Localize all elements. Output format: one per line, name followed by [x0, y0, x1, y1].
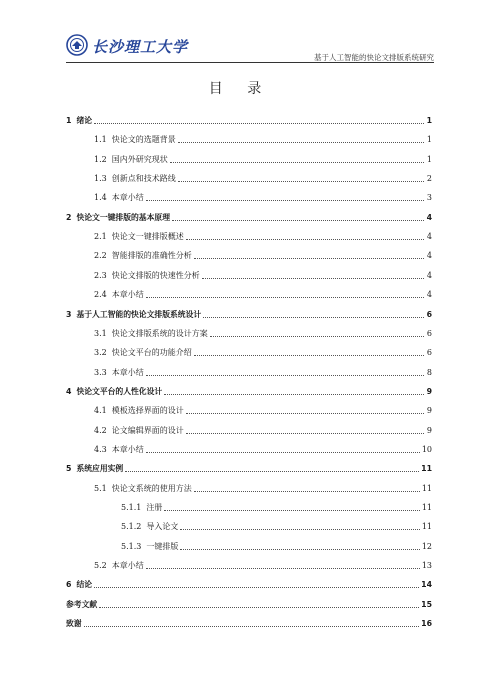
toc-entry[interactable]	[94, 443, 432, 455]
toc-entry[interactable]	[94, 559, 432, 571]
toc-page-number: 8	[426, 367, 432, 377]
toc-entry-title: 国内外研究现状	[111, 154, 168, 164]
toc-entry[interactable]	[94, 191, 432, 203]
toc-leader-dots	[180, 529, 419, 530]
toc-entry-title: 本章小结	[111, 367, 144, 377]
toc-leader-dots	[125, 471, 419, 472]
toc-entry-number: 2.3	[94, 270, 107, 280]
header-divider	[66, 62, 434, 63]
toc-entry-title: 本章小结	[111, 290, 144, 300]
toc-entry-number: 4.2	[94, 425, 107, 435]
toc-entry-title: 快论文平台的功能介绍	[111, 348, 192, 358]
toc-entry[interactable]	[94, 366, 432, 378]
toc-entry-number: 4.1	[94, 406, 107, 416]
toc-entry-number: 3.3	[94, 367, 107, 377]
toc-leader-dots	[84, 626, 420, 627]
toc-leader-dots	[203, 317, 424, 318]
toc-leader-dots	[146, 452, 420, 453]
toc-entry-title: 快论文一键排版的基本原理	[76, 212, 170, 222]
toc-entry[interactable]	[94, 230, 432, 242]
toc-leader-dots	[172, 220, 424, 221]
toc-page-number: 15	[421, 599, 432, 609]
toc-entry-number: 1.4	[94, 193, 107, 203]
toc-leader-dots	[99, 607, 419, 608]
toc-page-number: 4	[426, 290, 432, 300]
toc-entry[interactable]	[121, 501, 432, 513]
toc-leader-dots	[194, 491, 420, 492]
toc-entry-number: 5.1.2	[121, 522, 142, 532]
header-title: 基于人工智能的快论文排版系统研究	[314, 53, 434, 62]
toc-entry-number: 2.1	[94, 232, 107, 242]
toc-entry[interactable]	[94, 269, 432, 281]
toc-leader-dots	[146, 200, 424, 201]
toc-title: 目 录	[208, 81, 272, 97]
toc-leader-dots	[186, 433, 424, 434]
toc-entry[interactable]	[94, 482, 432, 494]
toc-entry-number: 4.3	[94, 444, 107, 454]
toc-page-number: 14	[421, 580, 432, 590]
toc-page-number: 11	[421, 464, 432, 474]
toc-entry[interactable]	[94, 424, 432, 436]
toc-entry-number: 3.1	[94, 328, 107, 338]
toc-entry[interactable]	[66, 598, 432, 610]
toc-entry-title: 注册	[146, 503, 163, 512]
toc-page-number: 6	[426, 328, 432, 338]
toc-entry-title: 快论文排版系统的设计方案	[111, 328, 208, 338]
toc-entry-number: 3.2	[94, 348, 107, 358]
toc-entry[interactable]	[94, 249, 432, 261]
toc-entry[interactable]	[94, 346, 432, 358]
toc-leader-dots	[186, 239, 424, 240]
toc-entry-number: 5	[66, 464, 72, 474]
toc-entry-number: 5.1	[94, 483, 107, 493]
toc-entry-title: 快论文平台的人性化设计	[76, 386, 163, 396]
toc-entry-title: 系统应用实例	[76, 464, 124, 474]
toc-entry-title: 致谢	[66, 619, 82, 629]
toc-entry[interactable]	[121, 520, 432, 532]
toc-entry[interactable]	[66, 211, 432, 223]
toc-entry-title: 本章小结	[111, 561, 144, 571]
toc-leader-dots	[170, 162, 424, 163]
toc-leader-dots	[178, 181, 424, 182]
toc-entry-title: 导入论文	[146, 522, 179, 532]
toc-page-number: 4	[426, 251, 432, 261]
toc-entry-number: 2.2	[94, 251, 107, 261]
toc-entry-number: 1.2	[94, 154, 107, 164]
toc-leader-dots	[94, 587, 419, 588]
toc-leader-dots	[202, 278, 424, 279]
toc-page-number: 12	[421, 541, 432, 551]
toc-entry[interactable]	[121, 540, 432, 552]
toc-entry-number: 5.2	[94, 561, 107, 571]
toc-page-number: 9	[426, 386, 432, 396]
university-name: 长沙理工大学	[92, 38, 189, 56]
university-seal-icon	[66, 34, 88, 56]
toc-leader-dots	[164, 510, 419, 511]
toc-entry[interactable]	[66, 578, 432, 590]
toc-page-number: 4	[426, 212, 432, 222]
toc-leader-dots	[180, 549, 419, 550]
toc-leader-dots	[146, 375, 424, 376]
toc-entry-title: 模板选择界面的设计	[111, 406, 184, 416]
toc-entry-number: 2.4	[94, 290, 107, 300]
toc-entry[interactable]	[66, 617, 432, 629]
toc-entry-title: 结论	[76, 580, 93, 590]
toc-entry-title: 一键排版	[146, 541, 179, 551]
toc-page-number: 1	[426, 154, 432, 164]
page-header	[66, 32, 434, 64]
toc-leader-dots	[194, 258, 424, 259]
toc-entry[interactable]	[66, 462, 432, 474]
toc-entry-title: 本章小结	[111, 193, 144, 203]
toc-leader-dots	[210, 336, 424, 337]
toc-page-number: 6	[426, 348, 432, 358]
toc-leader-dots	[178, 142, 424, 143]
toc-leader-dots	[94, 123, 424, 124]
toc-entry-title: 本章小结	[111, 444, 144, 454]
toc-entry-number: 5.1.3	[121, 541, 142, 551]
toc-page-number: 1	[426, 116, 432, 125]
toc-page-number: 9	[426, 406, 432, 416]
toc-entry[interactable]	[94, 288, 432, 300]
toc-entry-title: 快论文的选题背景	[111, 135, 176, 145]
toc-page-number: 6	[426, 309, 432, 319]
toc-page-number: 11	[421, 522, 432, 532]
toc-entry-title: 创新点和技术路线	[111, 174, 176, 184]
toc-entry[interactable]	[66, 114, 432, 126]
toc-entry-title: 快论文系统的使用方法	[111, 483, 192, 493]
toc-entry[interactable]	[66, 308, 432, 320]
toc-page-number: 13	[421, 561, 432, 571]
toc-page-number: 11	[421, 503, 432, 512]
toc-entry-number: 2	[66, 212, 72, 222]
toc-entry-number: 6	[66, 580, 72, 590]
toc-entry[interactable]	[94, 172, 432, 184]
toc-entry-title: 论文编辑界面的设计	[111, 425, 184, 435]
toc-entry-title: 智能排版的准确性分析	[111, 251, 192, 261]
toc-entry-number: 1.1	[94, 135, 107, 145]
toc-entry-title: 快论文排版的快速性分析	[111, 270, 200, 280]
toc-entry[interactable]	[66, 385, 432, 397]
toc-entry[interactable]	[94, 133, 432, 145]
toc-entry-number: 1.3	[94, 174, 107, 184]
toc-entry-title: 绪论	[76, 116, 93, 125]
toc-leader-dots	[146, 297, 424, 298]
toc-entry-number: 5.1.1	[121, 503, 142, 512]
toc-leader-dots	[186, 413, 424, 414]
toc-entry-title: 基于人工智能的快论文排版系统设计	[76, 309, 202, 319]
toc-page-number: 16	[421, 619, 432, 629]
toc-leader-dots	[164, 394, 424, 395]
toc-leader-dots	[146, 568, 420, 569]
toc-entry-number: 1	[66, 116, 72, 125]
toc-leader-dots	[194, 355, 424, 356]
toc-entry[interactable]	[94, 327, 432, 339]
toc-page-number: 4	[426, 270, 432, 280]
toc-entry-title: 快论文一键排版概述	[111, 232, 184, 242]
toc-page-number: 4	[426, 232, 432, 242]
toc-page-number: 9	[426, 425, 432, 435]
toc-page-number: 2	[426, 174, 432, 184]
toc-page-number: 3	[426, 193, 432, 203]
toc-entry-number: 3	[66, 309, 72, 319]
toc-page-number: 10	[421, 444, 432, 454]
toc-entry-title: 参考文献	[66, 599, 98, 609]
toc-entry[interactable]	[94, 153, 432, 165]
toc-page-number: 11	[421, 483, 432, 493]
toc-entry-number: 4	[66, 386, 72, 396]
toc-entry[interactable]	[94, 404, 432, 416]
toc-page-number: 1	[426, 135, 432, 145]
